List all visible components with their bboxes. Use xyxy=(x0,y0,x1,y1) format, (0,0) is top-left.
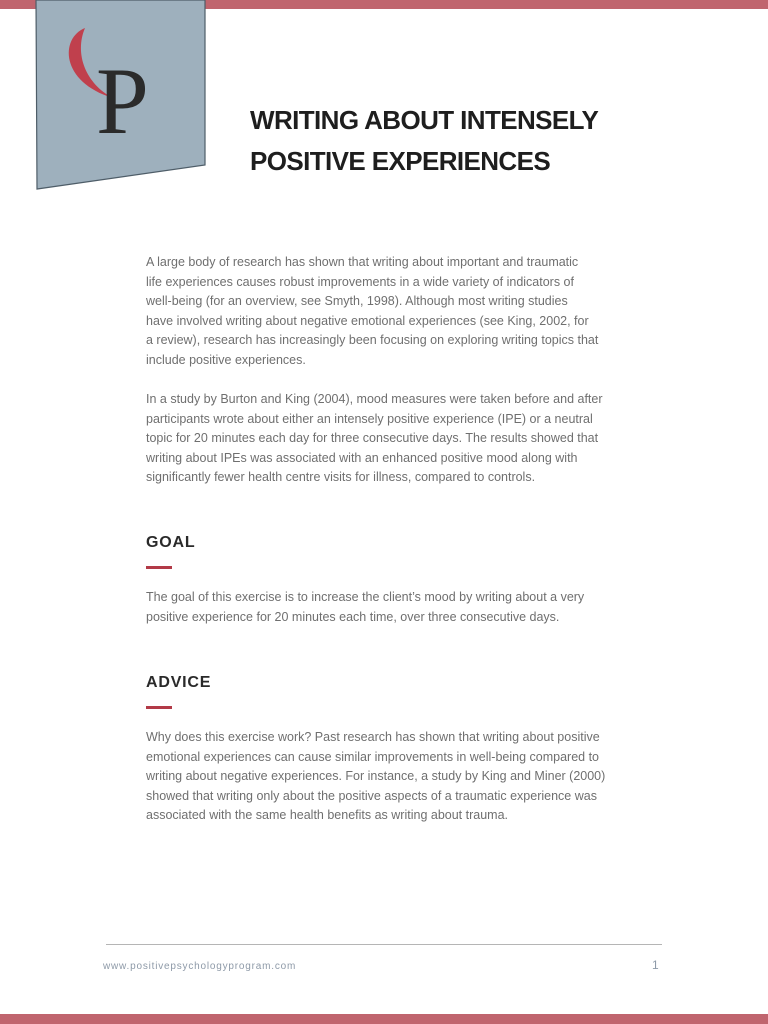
title-line: POSITIVE EXPERIENCES xyxy=(250,146,551,176)
advice-paragraph xyxy=(146,728,616,826)
text-line: A large body of research has shown that writing about important and traumatic xyxy=(146,255,579,269)
title-line: WRITING ABOUT INTENSELY xyxy=(250,105,599,135)
intro-paragraph xyxy=(146,253,616,370)
text-line: writing about negative experiences. For instance, a study by King and Miner (2000) xyxy=(146,769,606,783)
text-line: writing about IPEs was associated with an enhanced positive mood along with xyxy=(146,450,578,465)
text-line: emotional experiences can cause similar improvements in well-being compared to xyxy=(146,749,599,764)
text-line: life experiences causes robust improvements in a wide variety of indicators of xyxy=(146,274,574,289)
logo-letter: P xyxy=(96,48,149,154)
footer-divider xyxy=(106,944,662,945)
advice-heading-rule xyxy=(146,706,172,709)
text-line: Why does this exercise work? Past research has shown that writing about positive xyxy=(146,730,600,744)
goal-heading-rule xyxy=(146,566,172,569)
text-line: a review), research has increasingly been focusing on exploring writing topics that xyxy=(146,333,599,347)
page-title xyxy=(250,100,730,182)
text-line: include positive experiences. xyxy=(146,352,306,367)
goal-paragraph xyxy=(146,588,616,627)
bottom-accent-bar xyxy=(0,1014,768,1024)
goal-heading: GOAL xyxy=(146,534,196,551)
text-line: participants wrote about either an intensely positive experience (IPE) or a neutral xyxy=(146,411,593,426)
text-line: significantly fewer health centre visits for illness, compared to controls. xyxy=(146,470,536,484)
page-number: 1 xyxy=(652,958,659,972)
text-line: showed that writing only about the positive aspects of a traumatic experience was xyxy=(146,788,597,803)
text-line: have involved writing about negative emotional experiences (see King, 2002, for xyxy=(146,313,589,328)
text-line: associated with the same health benefits as writing about trauma. xyxy=(146,808,509,822)
text-line: positive experience for 20 minutes each time, over three consecutive days. xyxy=(146,609,560,624)
psi-logo-icon xyxy=(0,0,220,200)
text-line: well-being (for an overview, see Smyth, 1998). Although most writing studies xyxy=(146,294,568,308)
text-line: topic for 20 minutes each day for three consecutive days. The results showed that xyxy=(146,431,599,445)
footer-url-link[interactable]: www.positivepsychologyprogram.com xyxy=(103,961,297,972)
study-paragraph xyxy=(146,390,616,488)
advice-heading: ADVICE xyxy=(146,674,212,691)
text-line: The goal of this exercise is to increase the client’s mood by writing about a very xyxy=(146,590,585,604)
text-line: In a study by Burton and King (2004), mood measures were taken before and after xyxy=(146,392,603,406)
